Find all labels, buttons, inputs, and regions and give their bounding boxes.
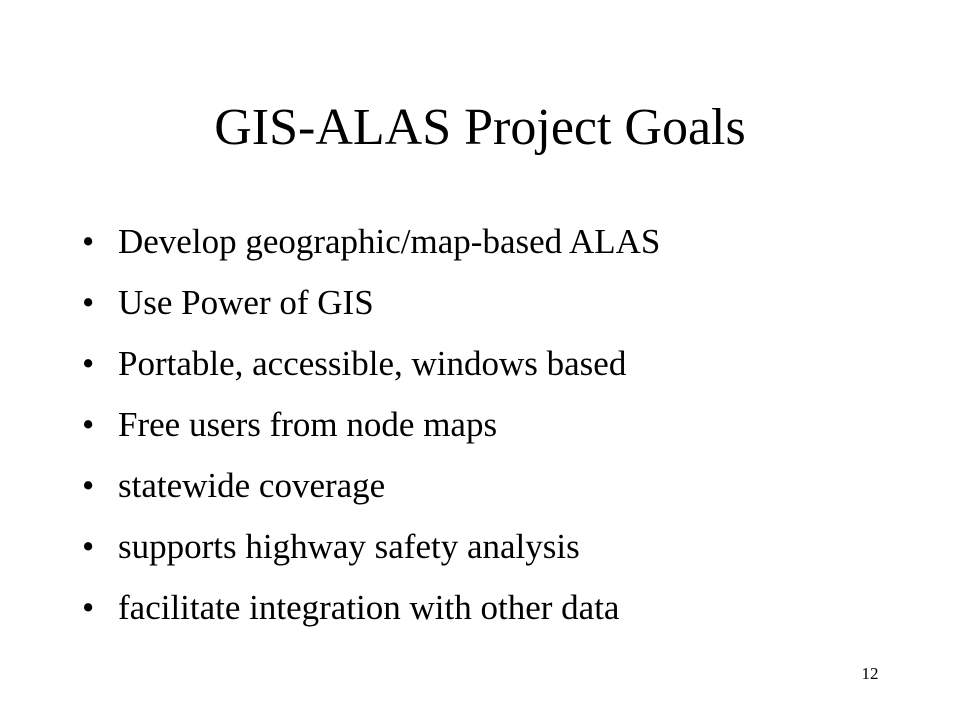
bullet-item (82, 399, 902, 460)
bullet-text: Free users from node maps (118, 405, 498, 444)
slide-title: GIS-ALAS Project Goals (214, 99, 746, 156)
bullet-text: Portable, accessible, windows based (118, 344, 627, 383)
bullet-text: statewide coverage (118, 466, 386, 505)
bullet-dot-icon: • (82, 466, 95, 505)
bullet-dot-icon: • (82, 527, 95, 566)
page-number: 12 (861, 664, 879, 683)
bullet-text: facilitate integration with other data (118, 588, 620, 627)
bullet-item (82, 521, 902, 582)
bullet-text: supports highway safety analysis (118, 527, 580, 566)
bullet-dot-icon: • (82, 222, 95, 261)
bullet-dot-icon: • (82, 283, 95, 322)
bullet-text: Use Power of GIS (118, 283, 374, 322)
bullet-list (82, 216, 902, 643)
bullet-dot-icon: • (82, 588, 95, 627)
bullet-item (82, 216, 902, 277)
bullet-dot-icon: • (82, 405, 95, 444)
bullet-item (82, 338, 902, 399)
bullet-item (82, 277, 902, 338)
bullet-dot-icon: • (82, 344, 95, 383)
bullet-text: Develop geographic/map-based ALAS (118, 222, 661, 261)
bullet-item (82, 582, 902, 643)
bullet-item (82, 460, 902, 521)
